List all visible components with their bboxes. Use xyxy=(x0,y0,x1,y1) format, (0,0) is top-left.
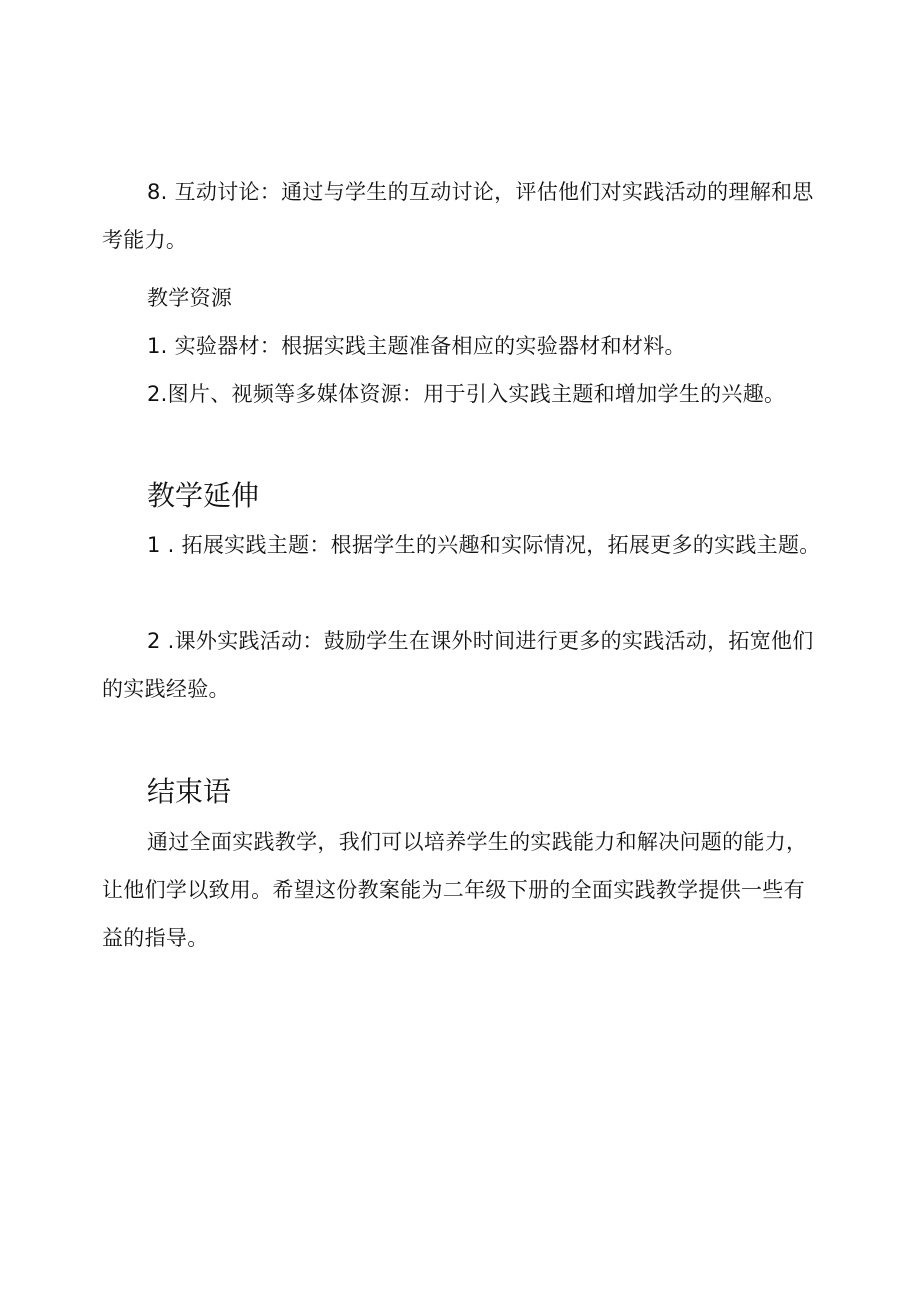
extension-item-2: 2 .课外实践活动：鼓励学生在课外时间进行更多的实践活动，拓宽他们的实践经验。 xyxy=(102,629,814,701)
extension-item-1: 1 . 拓展实践主题：根据学生的兴趣和实际情况，拓展更多的实践主题。 xyxy=(147,533,821,557)
conclusion-heading: 结束语 xyxy=(147,775,232,808)
extension-heading: 教学延伸 xyxy=(147,479,260,512)
conclusion-body: 通过全面实践教学，我们可以培养学生的实践能力和解决问题的能力，让他们学以致用。希望这份教案能为二年级下册的全面实践教学提供一些有益的指导。 xyxy=(102,830,808,950)
resources-item-1: 1. 实验器材：根据实践主题准备相应的实验器材和材料。 xyxy=(147,334,686,358)
resources-item-2: 2.图片、视频等多媒体资源：用于引入实践主题和增加学生的兴趣。 xyxy=(147,382,786,406)
resources-title: 教学资源 xyxy=(147,286,233,310)
assessment-item-8: 8. 互动讨论：通过与学生的互动讨论，评估他们对实践活动的理解和思考能力。 xyxy=(102,180,814,252)
